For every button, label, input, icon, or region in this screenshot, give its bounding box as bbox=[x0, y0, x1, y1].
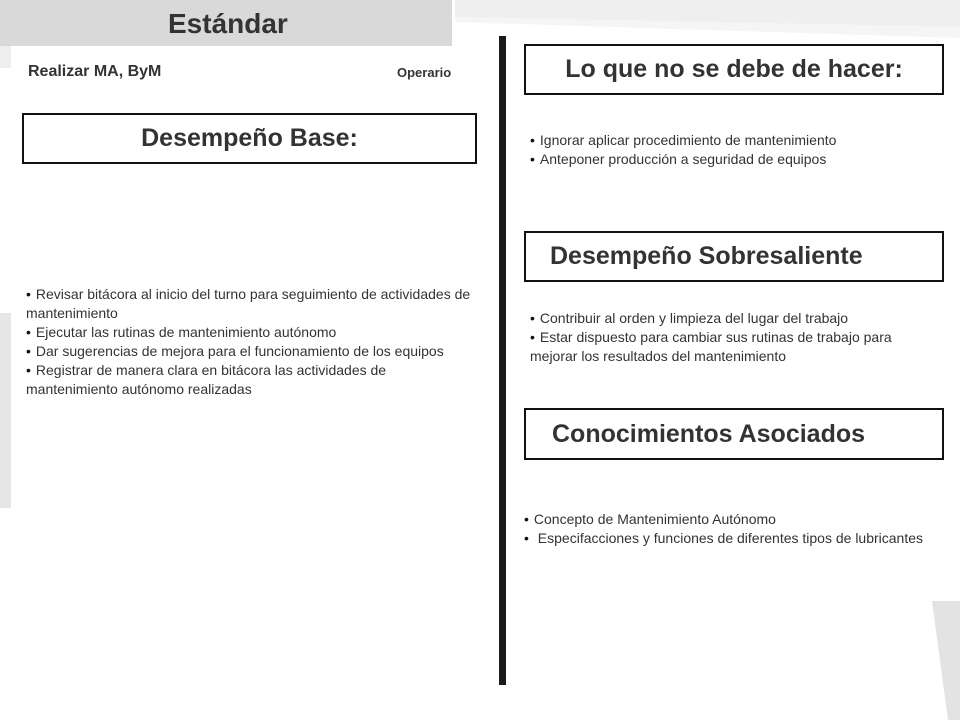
title-bar bbox=[0, 0, 452, 46]
heading-no-hacer: Lo que no se debe de hacer: bbox=[524, 44, 944, 95]
list-item: • Ignorar aplicar procedimiento de mantenimiento bbox=[530, 131, 950, 150]
left-edge-band bbox=[0, 313, 11, 508]
list-item: • Anteponer producción a seguridad de equipos bbox=[530, 150, 950, 169]
list-no-hacer bbox=[530, 131, 950, 169]
vertical-divider bbox=[499, 36, 506, 685]
list-item: • Estar dispuesto para cambiar sus rutinas de trabajo para mejorar los resultados del mantenimiento bbox=[530, 328, 940, 366]
list-item: • Contribuir al orden y limpieza del lugar del trabajo bbox=[530, 309, 940, 328]
heading-conocimientos-asociados: Conocimientos Asociados bbox=[524, 408, 944, 460]
bottom-right-wedge bbox=[932, 601, 960, 720]
list-desempeno-sobresaliente bbox=[530, 309, 940, 366]
list-item: • Ejecutar las rutinas de mantenimiento autónomo bbox=[26, 323, 478, 342]
list-desempeno-base bbox=[26, 285, 478, 399]
left-top-band bbox=[0, 46, 11, 68]
task-label: Realizar MA, ByM bbox=[28, 63, 162, 80]
list-item: • Registrar de manera clara en bitácora las actividades de mantenimiento autónomo realizadas bbox=[26, 361, 478, 399]
list-item: • Revisar bitácora al inicio del turno para seguimiento de actividades de mantenimiento bbox=[26, 285, 478, 323]
list-item: • Especifacciones y funciones de diferentes tipos de lubricantes bbox=[524, 529, 944, 548]
list-item: • Concepto de Mantenimiento Autónomo bbox=[524, 510, 944, 529]
heading-desempeno-base: Desempeño Base: bbox=[22, 113, 477, 164]
page-title: Estándar bbox=[168, 8, 288, 39]
role-label: Operario bbox=[397, 65, 452, 80]
list-conocimientos-asociados bbox=[524, 510, 944, 548]
heading-desempeno-sobresaliente: Desempeño Sobresaliente bbox=[524, 231, 944, 282]
list-item: • Dar sugerencias de mejora para el funcionamiento de los equipos bbox=[26, 342, 478, 361]
